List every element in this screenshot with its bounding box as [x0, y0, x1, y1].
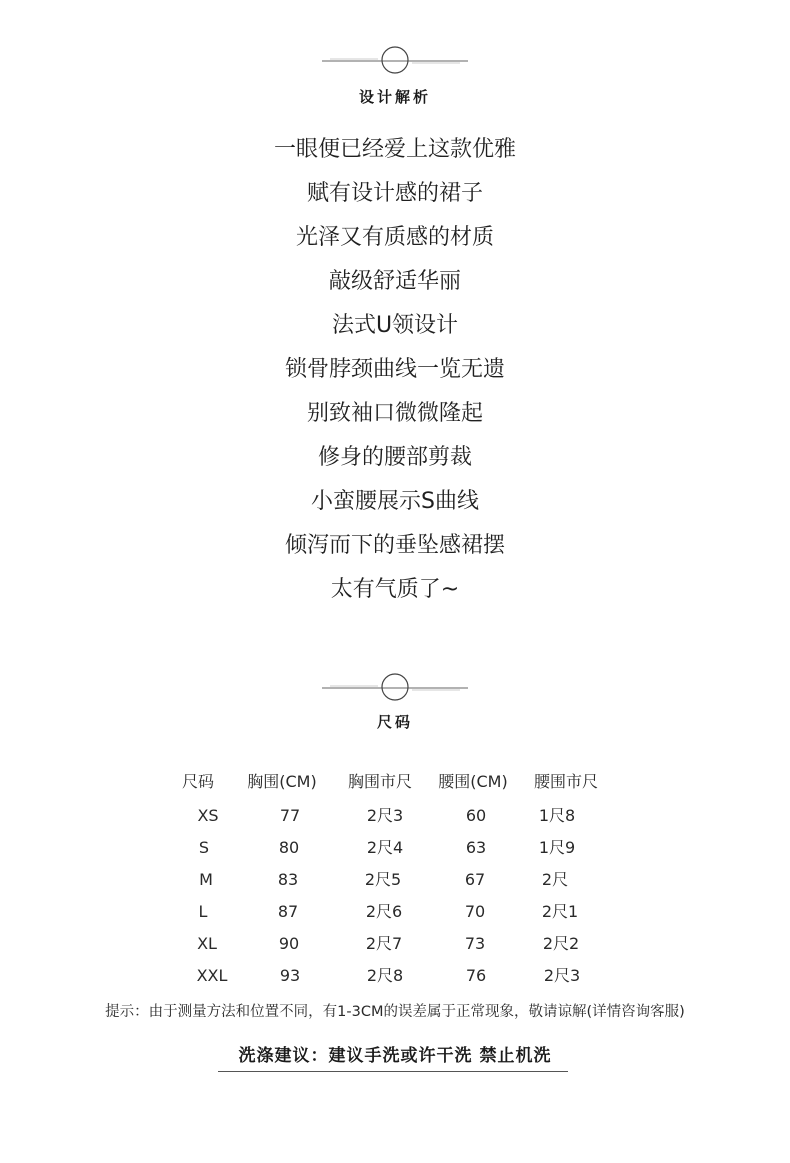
header-cell: 腰围(CM): [438, 772, 508, 791]
table-cell: 90: [278, 934, 300, 953]
table-cell: 2尺5: [364, 870, 402, 889]
washing-advice-underline: [218, 1071, 568, 1072]
table-cell: 70: [464, 902, 486, 921]
table-cell: 83: [277, 870, 299, 889]
table-cell: 67: [464, 870, 486, 889]
divider-ornament-top: [0, 40, 790, 80]
table-cell: 2尺: [541, 870, 569, 889]
table-cell: 2尺2: [542, 934, 580, 953]
table-cell: 76: [465, 966, 487, 985]
design-line: 一眼便已经爱上这款优雅: [273, 137, 516, 162]
header-cell: 胸围(CM): [247, 772, 317, 791]
header-cell: 腰围市尺: [533, 772, 599, 791]
design-line: 光泽又有质感的材质: [295, 225, 494, 250]
design-line: 太有气质了~: [330, 577, 460, 602]
header-cell: 胸围市尺: [347, 772, 413, 791]
table-cell: 93: [279, 966, 301, 985]
table-cell: XS: [197, 806, 219, 825]
design-line: 锁骨脖颈曲线一览无遗: [284, 357, 505, 382]
divider-ornament-size: [0, 667, 790, 707]
table-row: [0, 864, 790, 896]
table-cell: 80: [278, 838, 300, 857]
table-cell: 2尺6: [365, 902, 403, 921]
table-cell: XL: [197, 934, 217, 953]
design-line: 小蛮腰展示S曲线: [311, 489, 479, 514]
table-cell: 87: [277, 902, 299, 921]
table-cell: 2尺3: [543, 966, 581, 985]
table-cell: 2尺3: [366, 806, 404, 825]
table-cell: 2尺8: [366, 966, 404, 985]
table-cell: S: [198, 838, 210, 857]
table-row: [0, 928, 790, 960]
table-row: [0, 960, 790, 992]
table-cell: 1尺8: [538, 806, 576, 825]
design-section-title: 设计解析: [358, 88, 431, 106]
table-cell: L: [198, 902, 208, 921]
table-cell: 2尺1: [541, 902, 579, 921]
design-line: 修身的腰部剪裁: [317, 445, 472, 470]
table-row: [0, 896, 790, 928]
size-table: [0, 764, 790, 990]
table-cell: 63: [465, 838, 487, 857]
table-cell: M: [199, 870, 213, 889]
design-line: 倾泻而下的垂坠感裙摆: [284, 533, 505, 558]
design-description-list: [0, 128, 790, 612]
size-table-header: [0, 766, 790, 798]
table-cell: XXL: [196, 966, 228, 985]
table-row: [0, 832, 790, 864]
table-cell: 77: [279, 806, 301, 825]
washing-advice: 洗涤建议：建议手洗或许干洗 禁止机洗: [238, 1046, 552, 1066]
design-line: 敲级舒适华丽: [328, 269, 461, 294]
size-section-title: 尺码: [376, 713, 413, 731]
table-row: [0, 800, 790, 832]
measurement-tip: 提示：由于测量方法和位置不同，有1-3CM的误差属于正常现象，敬请谅解(详情咨询客服): [105, 1004, 685, 1020]
table-cell: 73: [464, 934, 486, 953]
header-cell: 尺码: [181, 772, 215, 791]
design-line: 赋有设计感的裙子: [306, 181, 483, 206]
table-cell: 1尺9: [538, 838, 576, 857]
table-cell: 60: [465, 806, 487, 825]
table-cell: 2尺4: [366, 838, 404, 857]
design-line: 别致袖口微微隆起: [306, 401, 483, 426]
design-line: 法式U领设计: [331, 313, 459, 338]
table-cell: 2尺7: [365, 934, 403, 953]
